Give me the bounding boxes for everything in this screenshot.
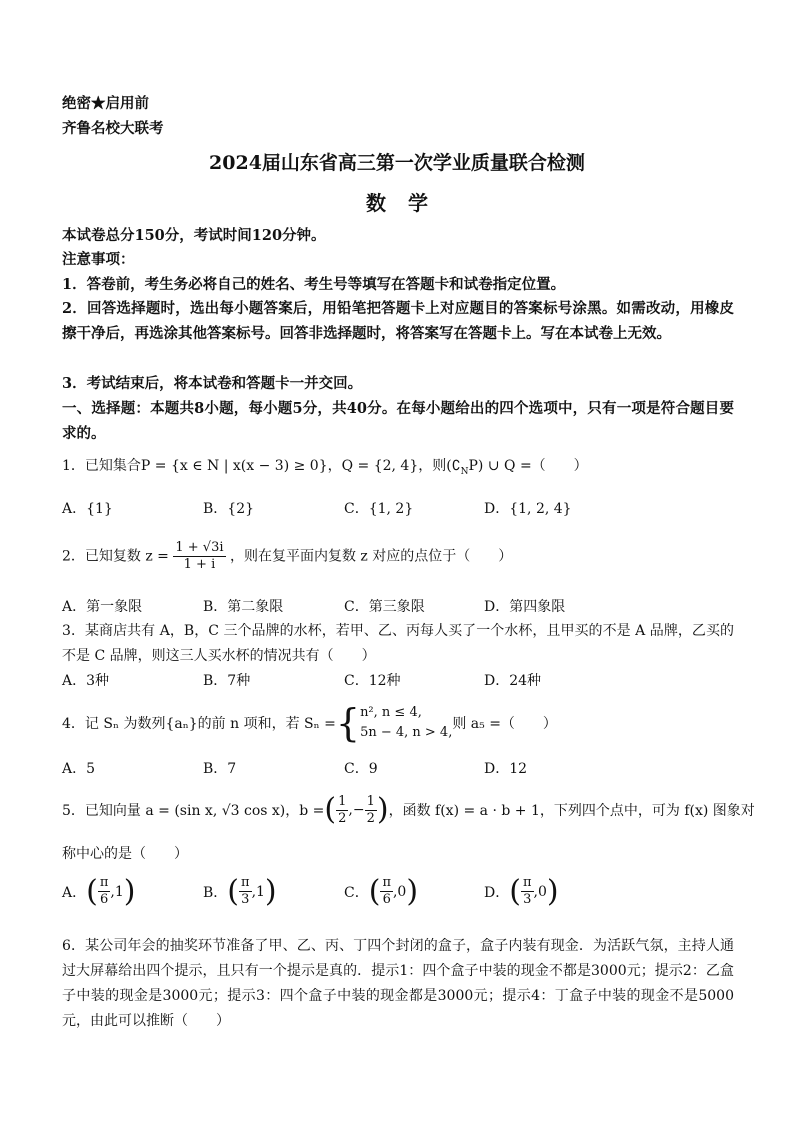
q4-option-d: D．12: [484, 761, 528, 777]
q5-option-a: [62, 875, 135, 908]
q2-option-b: B．第二象限: [203, 599, 284, 615]
q5-option-c-frac: [380, 875, 393, 908]
q1-ask-sub: N: [460, 466, 469, 477]
section-1-heading: 一、选择题：本题共8小题，每小题5分，共40分。在每小题给出的四个选项中，只有一项是符合题目要求的。: [62, 400, 734, 442]
q5-paren-open: (: [324, 792, 337, 827]
q5-option-a-y: ,1: [110, 883, 124, 900]
q3-option-b: B．7种: [203, 673, 251, 689]
q5-b-x-den: 2: [338, 810, 347, 826]
q2-prefix: 2．已知复数 z =: [62, 548, 169, 565]
q5-option-d-close: ): [546, 873, 559, 909]
q5-option-d-open: (: [509, 873, 521, 909]
exam-subject: 数学: [366, 191, 450, 215]
q5-option-b-close: ): [264, 873, 277, 909]
q3-option-a: A．3种: [62, 673, 110, 689]
q4-option-c: C．9: [344, 761, 378, 777]
question-6: 6．某公司年会的抽奖环节准备了甲、乙、丙、丁四个封闭的盒子，盒子内装有现金．为活跃气氛，主持人通过大屏幕给出四个提示，且只有一个提示是真的．提示1：四个盒子中装的现金不都是3000元；提示2：乙盒子中装的现金是3000元；提示3：四个盒子中装的现金都是3000元；提示4：丁盒子中装的现金不是5000元，由此可以推断（ ）: [62, 938, 734, 1029]
q5-option-b-y: ,1: [251, 883, 265, 900]
q5-continuation: 称中心的是（ ）: [62, 846, 188, 862]
q2-suffix: ，则在复平面内复数 z 对应的点位于（ ）: [229, 548, 513, 565]
q5-option-c: [344, 875, 418, 908]
q1-set-q: ，Q = {2, 4}: [327, 458, 419, 474]
q5-option-c-y: ,0: [392, 883, 407, 900]
q5-option-a-open: (: [86, 873, 98, 909]
question-3: 3．某商店共有 A，B，C 三个品牌的水杯，若甲、乙、丙每人买了一个水杯，且甲买的不是 A 品牌，乙买的不是 C 品牌，则这三人买水杯的情况共有（ ）: [62, 623, 734, 664]
q2-numerator: 1 + √3i: [175, 540, 224, 555]
q5-option-b-label: B．: [203, 884, 228, 901]
q5-option-c-num: π: [382, 875, 391, 890]
q4-brace-icon: {: [335, 701, 361, 745]
q1-option-c: C．{1, 2}: [344, 501, 414, 517]
q5-option-a-frac: [98, 875, 111, 908]
q2-denominator: 1 + i: [183, 557, 216, 572]
q2-option-c: C．第三象限: [344, 599, 425, 615]
q1-prefix: 1．已知集合: [62, 458, 141, 474]
q3-option-d: D．24种: [484, 673, 542, 689]
confidential-label: 绝密★启用前: [62, 95, 149, 112]
q5-option-a-close: ): [123, 873, 136, 909]
q5-option-b: [203, 875, 277, 908]
q2-option-d: D．第四象限: [484, 599, 566, 615]
q4-prefix: 4．记 Sₙ 为数列{aₙ}的前 n 项和，若 Sₙ =: [62, 716, 336, 732]
q5-prefix: 5．已知向量 a = (sin x, √3 cos x)，b =: [62, 803, 325, 819]
q5-option-c-close: ): [406, 873, 419, 909]
q4-piecewise: [360, 703, 452, 743]
q5-option-b-den: 3: [241, 892, 250, 907]
q5-b-x: [336, 794, 348, 827]
q5-option-d-label: D．: [484, 884, 510, 901]
exam-title: 2024届山东省高三第一次学业质量联合检测: [209, 152, 585, 174]
q1-ask-rest: P) ∪ Q =（ ）: [468, 458, 588, 474]
q5-option-d-y: ,0: [533, 883, 547, 900]
q3-option-c: C．12种: [344, 673, 401, 689]
q2-fraction: [173, 540, 225, 573]
q5-option-a-den: 6: [99, 892, 109, 907]
q5-b-x-num: 1: [338, 793, 347, 809]
q5-option-d: [484, 875, 559, 908]
q5-option-c-den: 6: [382, 892, 391, 907]
q5-option-a-num: π: [99, 875, 109, 890]
q5-option-d-num: π: [522, 875, 532, 890]
q1-ask: ，则(∁: [418, 458, 461, 474]
q1-option-b: B．{2}: [203, 501, 255, 517]
note-2: 2．回答选择题时，选出每小题答案后，用铅笔把答题卡上对应题目的答案标号涂黑。如需改动，用橡皮擦干净后，再选涂其他答案标号。回答非选择题时，将答案写在答题卡上。写在本试卷上无效。: [62, 300, 734, 342]
q1-set-p: P = {x ∈ N | x(x − 3) ≥ 0}: [140, 458, 328, 474]
q4-option-b: B．7: [203, 761, 237, 777]
exam-info: 本试卷总分150分，考试时间120分钟。: [62, 227, 326, 244]
question-1: [62, 455, 588, 477]
q2-option-a: A．第一象限: [62, 599, 143, 615]
q5-option-b-open: (: [227, 873, 240, 909]
q4-suffix: 则 a₅ =（ ）: [452, 716, 557, 732]
question-5: [62, 786, 755, 834]
q4-option-a: A．5: [62, 761, 96, 777]
question-2: [62, 540, 512, 573]
q5-option-d-den: 3: [523, 892, 532, 907]
note-1: 1．答卷前，考生务必将自己的姓名、考生号等填写在答题卡和试卷指定位置。: [62, 276, 566, 293]
q5-b-y-den: 2: [366, 810, 375, 826]
q5-paren-close: ): [376, 792, 389, 827]
q5-b-y: [365, 794, 377, 827]
q5-option-c-label: C．: [344, 884, 369, 901]
q4-case-2: 5n − 4, n > 4,: [360, 725, 453, 740]
q5-option-b-num: π: [241, 875, 250, 890]
q5-option-a-label: A．: [62, 884, 87, 901]
q5-b-y-num: 1: [366, 793, 375, 809]
notes-heading: 注意事项：: [62, 251, 135, 268]
question-4: [62, 701, 557, 745]
q5-suffix: ，函数 f(x) = a · b + 1，下列四个点中，可为 f(x) 图象对: [388, 803, 755, 819]
q4-case-1: n², n ≤ 4,: [360, 705, 422, 720]
exam-organizer: 齐鲁名校大联考: [62, 120, 164, 137]
q1-option-a: A．{1}: [62, 501, 113, 517]
q1-option-d: D．{1, 2, 4}: [484, 501, 572, 517]
note-3: 3．考试结束后，将本试卷和答题卡一并交回。: [62, 375, 363, 392]
q5-option-c-open: (: [368, 873, 381, 909]
q5-option-d-frac: [521, 875, 534, 908]
q5-comma: ,−: [348, 802, 365, 818]
q5-option-b-frac: [239, 875, 252, 908]
